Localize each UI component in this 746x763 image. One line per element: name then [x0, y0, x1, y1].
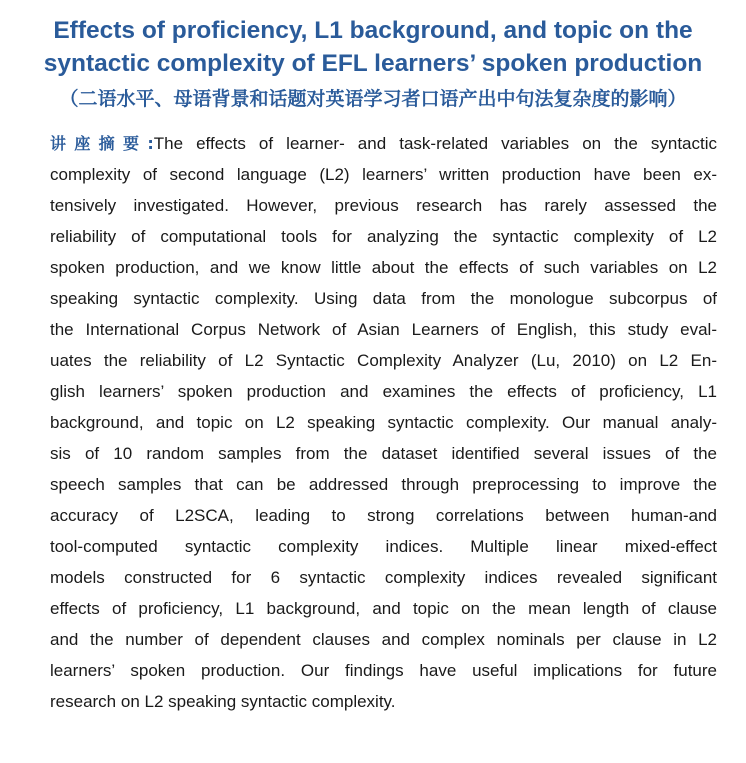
- abstract-line: uates the reliability of L2 Syntactic Complexity Analyzer (Lu, 2010) on L2 En-: [50, 351, 717, 370]
- abstract-line: tool-computed syntactic complexity indices. Multiple linear mixed-effect: [50, 537, 717, 556]
- abstract-line: models constructed for 6 syntactic complexity indices revealed significant: [50, 568, 717, 587]
- abstract-line: speech samples that can be addressed through preprocessing to improve the: [50, 475, 717, 494]
- title-line-1: Effects of proficiency, L1 background, and topic on the: [53, 17, 693, 44]
- abstract: [50, 128, 717, 717]
- abstract-line: and the number of dependent clauses and complex nominals per clause in L2: [50, 630, 717, 649]
- abstract-line: speaking syntactic complexity. Using data from the monologue subcorpus of: [50, 289, 717, 308]
- abstract-line: spoken production, and we know little about the effects of such variables on L2: [50, 258, 717, 277]
- abstract-line: background, and topic on L2 speaking syntactic complexity. Our manual analy-: [50, 413, 717, 432]
- abstract-line: reliability of computational tools for analyzing the syntactic complexity of L2: [50, 227, 717, 246]
- abstract-line: learners’ spoken production. Our findings have useful implications for future: [50, 661, 717, 680]
- title-line-2: syntactic complexity of EFL learners’ spoken production: [43, 50, 703, 77]
- abstract-line: accuracy of L2SCA, leading to strong correlations between human-and: [50, 506, 717, 525]
- chinese-title: （二语水平、母语背景和话题对英语学习者口语产出中句法复杂度的影响）: [59, 88, 687, 110]
- abstract-line: complexity of second language (L2) learners’ written production have been ex-: [50, 165, 717, 184]
- abstract-line: [50, 128, 717, 159]
- abstract-line: sis of 10 random samples from the dataset identified several issues of the: [50, 444, 717, 463]
- abstract-line-text: The effects of learner- and task-related variables on the syntactic: [153, 134, 717, 153]
- abstract-line: the International Corpus Network of Asian Learners of English, this study eval-: [50, 320, 717, 339]
- abstract-line: glish learners’ spoken production and examines the effects of proficiency, L1: [50, 382, 717, 401]
- abstract-line: effects of proficiency, L1 background, and topic on the mean length of clause: [50, 599, 717, 618]
- abstract-line: research on L2 speaking syntactic complexity.: [50, 692, 396, 711]
- abstract-line: tensively investigated. However, previous research has rarely assessed the: [50, 196, 717, 215]
- abstract-label: 讲座摘要:: [50, 134, 154, 153]
